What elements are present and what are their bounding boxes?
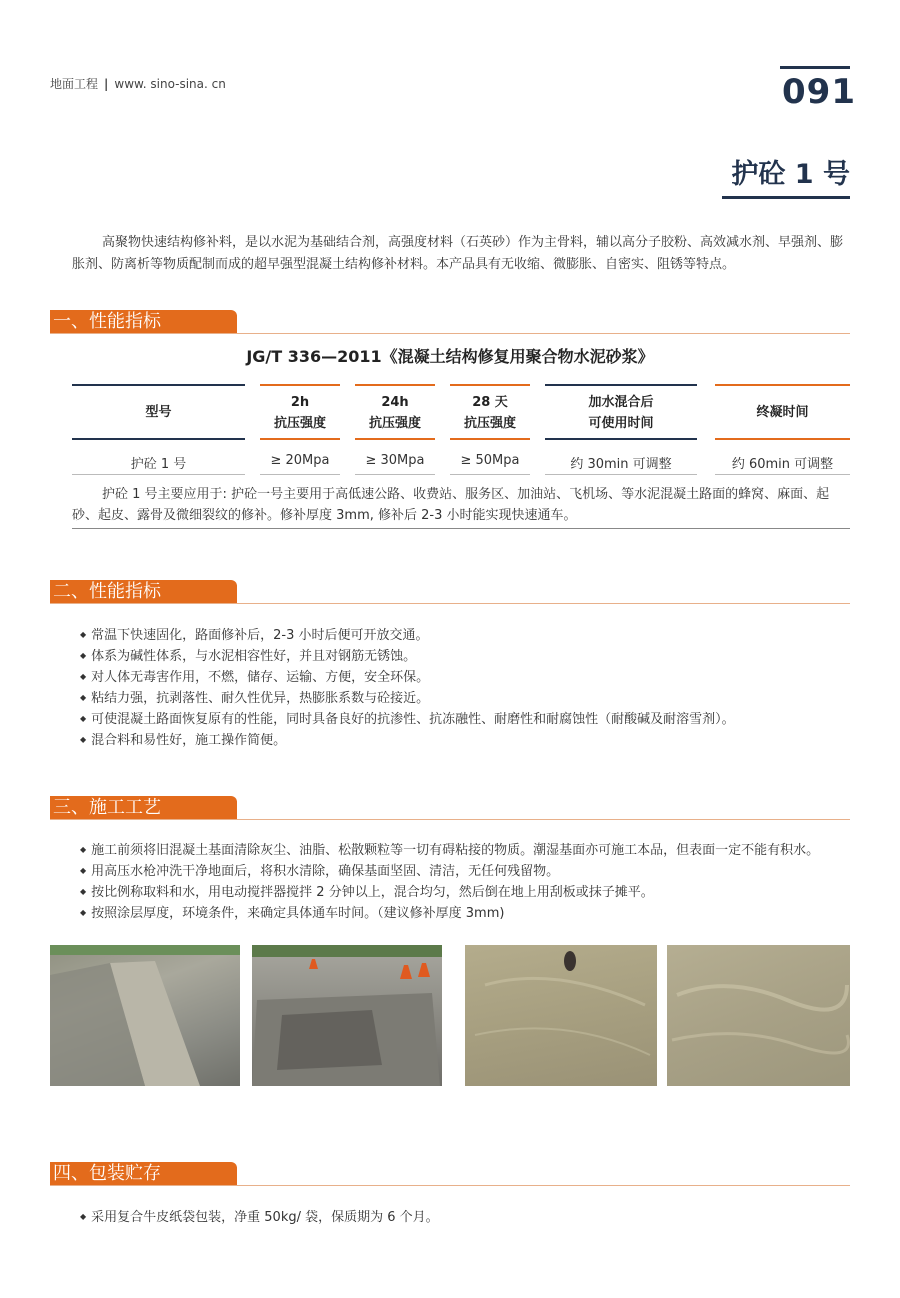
list-item: ◆ 按比例称取料和水，用电动搅拌器搅拌 2 分钟以上，混合均匀，然后倒在地上用刮板或抹子摊平。 xyxy=(80,882,870,903)
col1-top-rule xyxy=(72,384,245,386)
section2-heading: 二、性能指标 xyxy=(53,581,161,602)
table-cell-2h: ≥ 20Mpa xyxy=(270,453,330,468)
section4-heading-bar xyxy=(50,1162,237,1186)
col6-bottom-rule xyxy=(715,438,850,440)
table-header-24h xyxy=(355,392,435,434)
table-header-2h-line2: 抗压强度 xyxy=(273,416,326,431)
table-header-pot-life-line1: 加水混合后 xyxy=(588,395,654,410)
table-header-2h xyxy=(260,392,340,434)
table-row-rule-2 xyxy=(260,474,340,475)
application-rule xyxy=(72,528,850,529)
table-cell-28d: ≥ 50Mpa xyxy=(460,453,520,468)
application-label: 护砼 1 号主要应用于: xyxy=(102,487,227,502)
table-cell-24h: ≥ 30Mpa xyxy=(365,453,425,468)
col5-bottom-rule xyxy=(545,438,697,440)
section2-heading-bar xyxy=(50,580,237,604)
table-header-28d xyxy=(450,392,530,434)
title-underline xyxy=(722,196,850,199)
features-list xyxy=(80,625,870,751)
table-row-rule-3 xyxy=(355,474,435,475)
table-header-model xyxy=(72,402,245,423)
table-row-rule-1 xyxy=(72,474,245,475)
table-header-pot-life-line2: 可使用时间 xyxy=(588,416,654,431)
table-header-24h-line2: 抗压强度 xyxy=(368,416,421,431)
photo-site-cleaning-svg xyxy=(252,945,442,1086)
table-header-pot-life xyxy=(545,392,697,434)
list-item: ◆ 用高压水枪冲洗干净地面后，将积水清除，确保基面坚固、清洁，无任何残留物。 xyxy=(80,861,870,882)
col4-bottom-rule xyxy=(450,438,530,440)
header-url: www. sino-sina. cn xyxy=(114,77,226,91)
standard-title: JG/T 336—2011《混凝土结构修复用聚合物水泥砂浆》 xyxy=(246,347,654,366)
table-row-rule-4 xyxy=(450,474,530,475)
col1-bottom-rule xyxy=(72,438,245,440)
col3-top-rule xyxy=(355,384,435,386)
process-list xyxy=(80,840,870,924)
list-item: ◆ 粘结力强，抗剥落性、耐久性优异，热膨胀系数与砼接近。 xyxy=(80,688,870,709)
page-number: 091 xyxy=(782,72,856,112)
header-separator: | xyxy=(104,77,109,91)
col2-top-rule xyxy=(260,384,340,386)
table-cell-final-set: 约 60min 可调整 xyxy=(731,457,834,472)
col2-bottom-rule xyxy=(260,438,340,440)
table-row-rule-5 xyxy=(545,474,697,475)
header-category: 地面工程 xyxy=(50,77,99,91)
table-header-final-set xyxy=(715,402,850,423)
list-item: ◆ 混合料和易性好，施工操作简便。 xyxy=(80,730,870,751)
page-title: 护砼 1 号 xyxy=(731,159,850,190)
list-item: ◆ 按照涂层厚度，环境条件，来确定具体通车时间。（建议修补厚度 3mm) xyxy=(80,903,870,924)
application-note xyxy=(72,484,852,526)
header-site-info xyxy=(50,75,226,92)
section3-heading-bar xyxy=(50,796,237,820)
photo-finished-surface-svg xyxy=(667,945,850,1086)
table-header-28d-line2: 抗压强度 xyxy=(463,416,516,431)
photo-damaged-road xyxy=(50,945,240,1086)
section3-heading-rule xyxy=(50,819,850,820)
section1-heading: 一、性能指标 xyxy=(53,311,161,332)
intro-paragraph: 高聚物快速结构修补料，是以水泥为基础结合剂，高强度材料（石英砂）作为主骨料，辅以高分子胶粉、高效减水剂、早强剂、膨胀剂、防离析等物质配制而成的超早强型混凝土结构修补材料。本产品具有无收缩、微膨胀、自密实、阻锈等特点。 xyxy=(72,235,844,272)
col6-top-rule xyxy=(715,384,850,386)
table-cell-pot-life: 约 30min 可调整 xyxy=(570,457,672,472)
section4-heading: 四、包装贮存 xyxy=(53,1163,161,1184)
packaging-list xyxy=(80,1207,870,1228)
section3-heading: 三、施工工艺 xyxy=(53,797,161,818)
list-item: ◆ 常温下快速固化，路面修补后，2-3 小时后便可开放交通。 xyxy=(80,625,870,646)
col5-top-rule xyxy=(545,384,697,386)
section4-heading-rule xyxy=(50,1185,850,1186)
col3-bottom-rule xyxy=(355,438,435,440)
list-item: ◆ 对人体无毒害作用，不燃，储存、运输、方便，安全环保。 xyxy=(80,667,870,688)
list-item: ◆ 施工前须将旧混凝土基面清除灰尘、油脂、松散颗粒等一切有碍粘接的物质。潮湿基面亦可施工本品，但表面一定不能有积水。 xyxy=(80,840,870,861)
table-header-2h-line1: 2h xyxy=(290,395,310,410)
page-number-rule xyxy=(780,66,850,69)
table-header-final-set-label: 终凝时间 xyxy=(756,405,809,420)
table-header-24h-line1: 24h xyxy=(381,395,409,410)
table-header-28d-line1: 28 天 xyxy=(472,395,508,410)
application-text: 护砼一号主要用于高低速公路、收费站、服务区、加油站、飞机场、等水泥混凝土路面的蜂窝、麻面、起砂、起皮、露骨及微细裂纹的修补。修补厚度 3mm, 修补后 2-3 小时能实现快速通车。 xyxy=(72,487,830,523)
photo-finished-surface xyxy=(667,945,850,1086)
list-item: ◆ 体系为碱性体系，与水泥相容性好，并且对钢筋无锈蚀。 xyxy=(80,646,870,667)
table-cell-model: 护砼 1 号 xyxy=(130,457,187,472)
list-item: ◆ 可使混凝土路面恢复原有的性能，同时具备良好的抗渗性、抗冻融性、耐磨性和耐腐蚀性（耐酸碱及耐溶雪剂）。 xyxy=(80,709,870,730)
section1-heading-bar xyxy=(50,310,237,334)
section2-heading-rule xyxy=(50,603,850,604)
table-row-rule-6 xyxy=(715,474,850,475)
photo-mortar-pouring-svg xyxy=(465,945,657,1086)
col4-top-rule xyxy=(450,384,530,386)
list-item: ◆ 采用复合牛皮纸袋包装，净重 50kg/ 袋，保质期为 6 个月。 xyxy=(80,1207,870,1228)
section1-heading-rule xyxy=(50,333,850,334)
photo-damaged-road-svg xyxy=(50,945,240,1086)
photo-site-cleaning xyxy=(252,945,442,1086)
photo-mortar-pouring xyxy=(465,945,657,1086)
table-header-model-label: 型号 xyxy=(145,405,172,420)
